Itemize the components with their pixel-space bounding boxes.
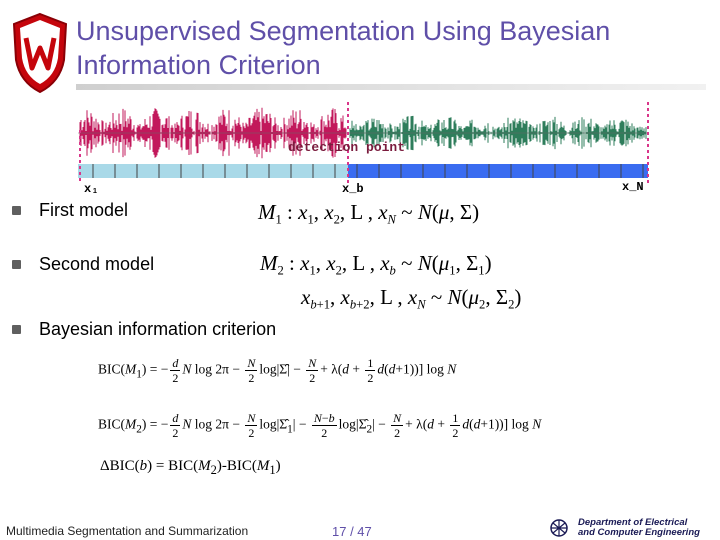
department-line-1: Department of Electrical: [578, 517, 688, 528]
department-line-2: and Computer Engineering: [578, 527, 700, 538]
bullet-square-icon: [12, 206, 21, 215]
detection-point-label: detection point: [288, 140, 406, 155]
waveform-segmentation-figure: [78, 100, 656, 196]
delta-bic-formula: $\Delta BIC(b) = BIC(M_2)-BIC(M_1)$: [100, 458, 281, 477]
bullet-label: Bayesian information criterion: [39, 319, 277, 339]
bic-m1-formula: $BIC(M_1)$ = − $\frac{d}{2}$ N log 2π − $\frac{N}{2}$ log|Σ̂| − $\frac{N}{2}$ + λ(d + $\frac{1}{2}$ d(d+1))] log N: [98, 356, 457, 385]
department-logo: [546, 516, 716, 540]
second-model-equation-b: $x_{b+1}$, $x_{b+2}$, L , $x_N$ ~ $N(\mu_2$, $\Sigma_2$): [301, 285, 522, 312]
title-line-1: Unsupervised Segmentation Using Bayesian: [76, 16, 611, 46]
bullet-label: Second model: [39, 254, 155, 274]
segment-bar-2: [348, 164, 648, 178]
page-number: 17 / 47: [332, 524, 372, 539]
bullet-square-icon: [12, 325, 21, 334]
first-model-equation: $M_1$ : $x_1$, $x_2$, L , $x_N$ ~ N(μ, Σ): [258, 200, 480, 227]
xb-label: x_b: [342, 182, 364, 196]
bullet-label: First model: [39, 200, 129, 220]
bic-m2-formula: $BIC(M_2)$ = − $\frac{d}{2}$ N log 2π − $\frac{N}{2}$ $\log|\Sigmâ_1|$ − $\frac{N-b}{2}$ $\log|\Sigmâ_2|$ − $\frac{N}{2}$ + λ(d + $\frac{1}{2}$ d(d+1))] log N: [98, 411, 542, 440]
title-line-2: Information Criterion: [76, 50, 321, 80]
x1-label: x₁: [84, 182, 99, 196]
university-crest-logo: [10, 10, 70, 96]
segment-bar-1: [78, 164, 348, 178]
department-emblem-icon: [546, 518, 572, 538]
slide-title: [76, 14, 676, 82]
second-model-equation-a: $M_2$ : $x_1$, $x_2$, L , $x_b$ ~ $N(\mu_1$, $\Sigma_1$): [260, 251, 492, 278]
xn-label: x_N: [622, 180, 644, 194]
bullet-square-icon: [12, 260, 21, 269]
bullet-bic: [12, 319, 276, 340]
title-underline: [76, 84, 706, 90]
footer-course-title: Multimedia Segmentation and Summarization: [6, 524, 249, 538]
bullet-first-model: [12, 200, 128, 221]
bullet-second-model: [12, 254, 154, 275]
